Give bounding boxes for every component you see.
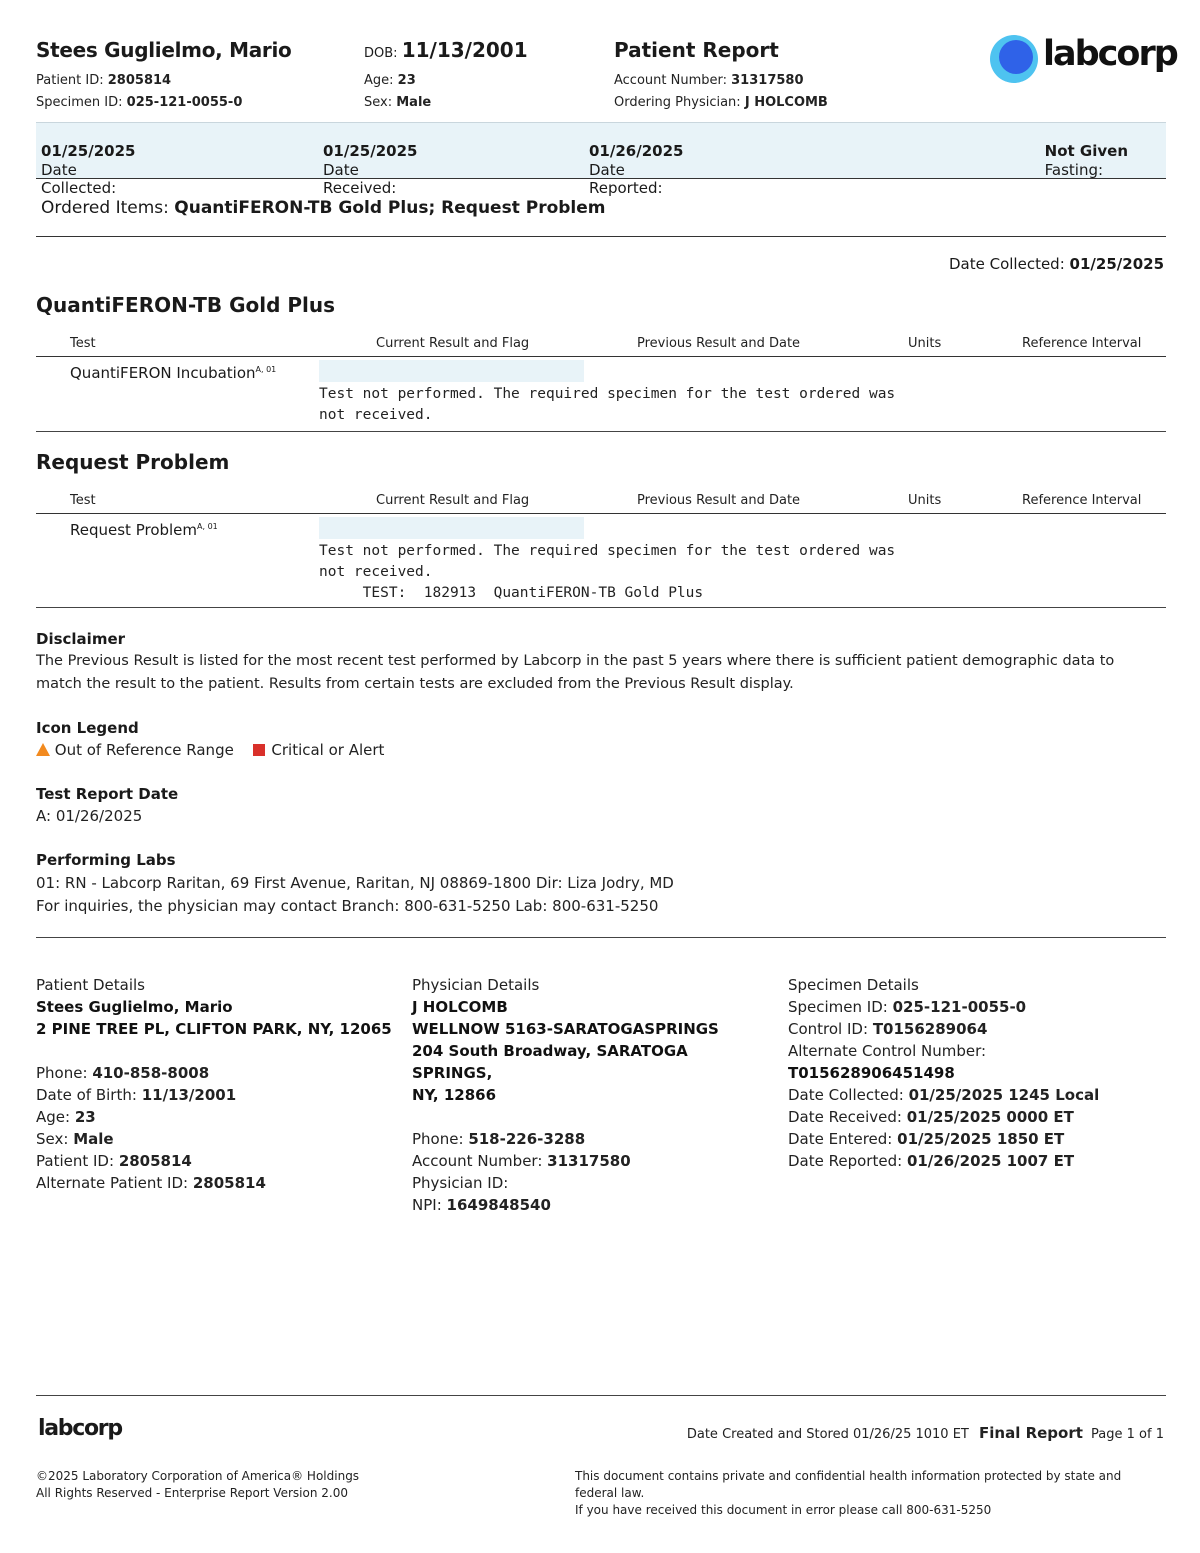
section-rule <box>36 431 1166 432</box>
section-title: QuantiFERON-TB Gold Plus <box>36 293 336 317</box>
report-title: Patient Report <box>614 38 779 62</box>
test-report-date: A: 01/26/2025 <box>36 807 143 825</box>
col-header-current: Current Result and Flag <box>376 493 530 508</box>
performing-labs-heading: Performing Labs <box>36 851 176 869</box>
col-header-reference: Reference Interval <box>1022 336 1142 351</box>
specimen-id-line: Specimen ID: 025-121-0055-0 <box>36 95 243 110</box>
logo-wordmark: labcorp <box>1043 34 1177 74</box>
col-header-test: Test <box>70 493 96 508</box>
dob-line: DOB: 11/13/2001 <box>364 38 528 62</box>
logo-inner-circle-icon <box>999 40 1033 74</box>
footer-notice: This document contains private and confidential health information protected by state and federal law. If you have received this document in error please call 800-631-5250 <box>575 1469 1122 1517</box>
specimen-details: Specimen Details Specimen ID: 025-121-0055-0 Control ID: T0156289064 Alternate Control Number: T015628906451498 Date Collected: 01/25/2025 1245 Local Date Received: 01/25/2025 0000 ET Date Entered: 01/25/2025 1850 ET Date Reported: 01/26/2025 1007 ET <box>788 976 1100 1170</box>
date-received: Date Received: 01/25/2025 <box>323 142 418 197</box>
critical-square-icon <box>253 744 265 756</box>
sex-line: Sex: Male <box>364 95 432 110</box>
account-number-line: Account Number: 31317580 <box>614 73 804 88</box>
fasting: Fasting: Not Given <box>1044 142 1128 179</box>
test-name: QuantiFERON Incubation$^{A, 01}$ <box>70 364 277 382</box>
performing-labs: 01: RN - Labcorp Raritan, 69 First Avenue, Raritan, NJ 08869-1800 Dir: Liza Jodry, MD For inquiries, the physician may contact Branch: 800-631-5250 Lab: 800-631-5250 <box>36 874 674 915</box>
section-title: Request Problem <box>36 450 230 474</box>
date-collected-right: Date Collected: 01/25/2025 <box>948 255 1164 273</box>
col-header-units: Units <box>908 336 942 351</box>
date-reported: Date Reported: 01/26/2025 <box>589 142 684 197</box>
col-header-previous: Previous Result and Date <box>637 493 801 508</box>
icon-legend: Out of Reference Range Critical or Alert <box>36 739 384 762</box>
date-collected: Date Collected: 01/25/2025 <box>41 142 136 197</box>
col-header-current: Current Result and Flag <box>376 336 530 351</box>
col-header-reference: Reference Interval <box>1022 493 1142 508</box>
section-rule <box>36 607 1166 608</box>
result-line: Test not performed. The required specimen for the test ordered was <box>319 386 896 402</box>
labcorp-logo <box>990 33 1177 85</box>
divider <box>36 236 1166 237</box>
divider <box>36 937 1166 938</box>
dates-band <box>36 122 1166 197</box>
patient-id-line: Patient ID: 2805814 <box>36 73 172 88</box>
footer-labcorp-logo: labcorp <box>38 1416 122 1441</box>
footer-copyright: ©2025 Laboratory Corporation of America® Holdings All Rights Reserved - Enterprise Report Version 2.00 <box>36 1469 360 1500</box>
footer-rule <box>36 1395 1166 1396</box>
result-line: Test not performed. The required specimen for the test ordered was <box>319 543 896 559</box>
physician-details: Physician Details J HOLCOMB WELLNOW 5163-SARATOGASPRINGS 204 South Broadway, SARATOGA SPRINGS, NY, 12866 Phone: 518-226-3288 Account Number: 31317580 Physician ID: NPI: 1649848540 <box>412 976 719 1214</box>
ordered-items: Ordered Items: QuantiFERON-TB Gold Plus; Request Problem <box>41 198 606 218</box>
result-cell <box>319 360 584 382</box>
patient-name: Stees Guglielmo, Mario <box>36 38 292 62</box>
table-header-rule <box>36 513 1166 514</box>
age-line: Age: 23 <box>364 73 416 88</box>
warning-triangle-icon <box>36 743 50 756</box>
footer-report-info: Date Created and Stored 01/26/25 1010 ET Final Report Page 1 of 1 <box>686 1424 1164 1442</box>
patient-details: Patient Details Stees Guglielmo, Mario 2 PINE TREE PL, CLIFTON PARK, NY, 12065 Phone: 410-858-8008 Date of Birth: 11/13/2001 Age: 23 Sex: Male Patient ID: 2805814 Alternate Patient ID: 2805814 <box>36 976 392 1192</box>
result-line: not received. <box>319 564 433 580</box>
col-header-previous: Previous Result and Date <box>637 336 801 351</box>
test-name: Request Problem$^{A, 01}$ <box>70 521 218 539</box>
col-header-test: Test <box>70 336 96 351</box>
ordering-physician-line: Ordering Physician: J HOLCOMB <box>614 95 828 110</box>
disclaimer-heading: Disclaimer <box>36 630 126 648</box>
test-report-date-heading: Test Report Date <box>36 785 179 803</box>
result-line: not received. <box>319 407 433 423</box>
table-header-rule <box>36 356 1166 357</box>
result-cell <box>319 517 584 539</box>
col-header-units: Units <box>908 493 942 508</box>
disclaimer-text: The Previous Result is listed for the most recent test performed by Labcorp in the past 5 years where there is sufficient patient demographic data to match the result to the patient. Results from certain tests are excluded from the Previous Result display. <box>36 653 1115 692</box>
result-line: TEST: 182913 QuantiFERON-TB Gold Plus <box>319 585 704 601</box>
icon-legend-heading: Icon Legend <box>36 719 139 737</box>
